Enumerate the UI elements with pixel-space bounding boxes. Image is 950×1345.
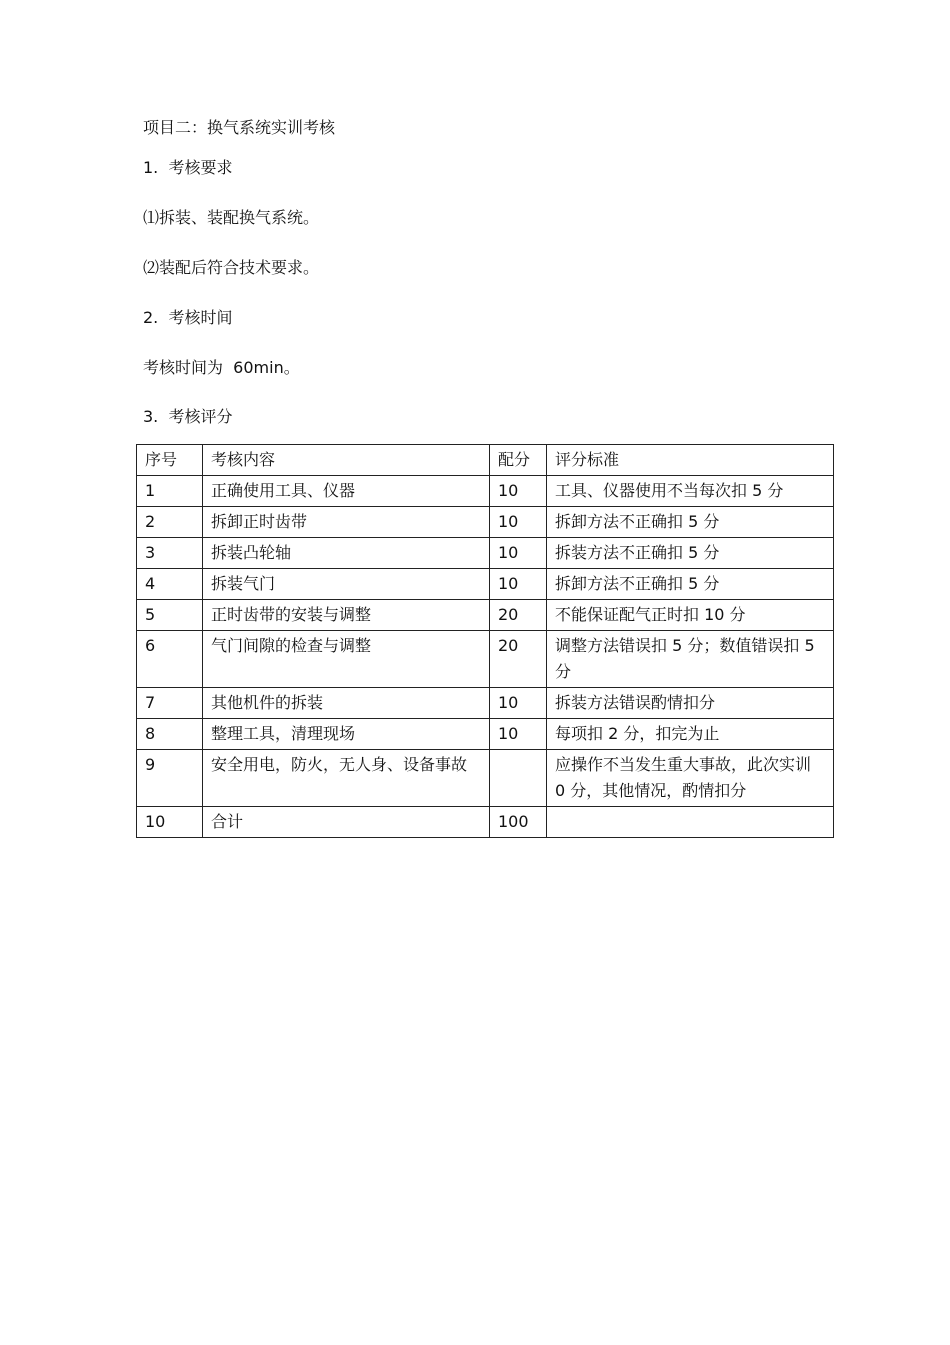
cell-content: 拆卸正时齿带	[203, 507, 490, 538]
cell-index: 3	[137, 538, 203, 569]
header-cell-index: 序号	[137, 445, 203, 476]
header-cell-criteria: 评分标准	[547, 445, 834, 476]
table-row	[137, 688, 834, 719]
cell-index: 4	[137, 569, 203, 600]
cell-points: 20	[490, 631, 547, 688]
table-row	[137, 538, 834, 569]
cell-points: 10	[490, 538, 547, 569]
cell-criteria: 应操作不当发生重大事故，此次实训 0 分，其他情况，酌情扣分	[547, 750, 834, 807]
page-title: 项目二：换气系统实训考核	[143, 118, 336, 137]
cell-index: 6	[137, 631, 203, 688]
section-heading-requirements: 1. 考核要求	[143, 158, 233, 177]
cell-index: 10	[137, 807, 203, 838]
table-row	[137, 569, 834, 600]
cell-content: 正确使用工具、仪器	[203, 476, 490, 507]
requirement-item: ⑴拆装、装配换气系统。	[143, 208, 320, 227]
cell-content: 拆装凸轮轴	[203, 538, 490, 569]
header-cell-points: 配分	[490, 445, 547, 476]
cell-criteria: 拆卸方法不正确扣 5 分	[547, 507, 834, 538]
cell-index: 1	[137, 476, 203, 507]
cell-index: 5	[137, 600, 203, 631]
cell-index: 7	[137, 688, 203, 719]
cell-criteria: 拆装方法错误酌情扣分	[547, 688, 834, 719]
cell-content: 安全用电，防火，无人身、设备事故	[203, 750, 490, 807]
cell-points: 10	[490, 507, 547, 538]
table-row	[137, 631, 834, 688]
table-row	[137, 750, 834, 807]
cell-content: 其他机件的拆装	[203, 688, 490, 719]
cell-points	[490, 750, 547, 807]
cell-points: 100	[490, 807, 547, 838]
cell-index: 9	[137, 750, 203, 807]
table-row-total	[137, 807, 834, 838]
cell-criteria: 调整方法错误扣 5 分；数值错误扣 5 分	[547, 631, 834, 688]
cell-content: 合计	[203, 807, 490, 838]
time-text: 考核时间为 60min。	[143, 358, 300, 377]
cell-criteria: 拆卸方法不正确扣 5 分	[547, 569, 834, 600]
cell-content: 正时齿带的安装与调整	[203, 600, 490, 631]
cell-points: 10	[490, 569, 547, 600]
cell-criteria: 不能保证配气正时扣 10 分	[547, 600, 834, 631]
cell-criteria: 每项扣 2 分，扣完为止	[547, 719, 834, 750]
requirement-item: ⑵装配后符合技术要求。	[143, 258, 320, 277]
cell-points: 10	[490, 476, 547, 507]
cell-content: 整理工具，清理现场	[203, 719, 490, 750]
cell-points: 10	[490, 719, 547, 750]
cell-content: 拆装气门	[203, 569, 490, 600]
table-row	[137, 476, 834, 507]
table-row	[137, 600, 834, 631]
cell-criteria: 拆装方法不正确扣 5 分	[547, 538, 834, 569]
scoring-table	[136, 444, 834, 838]
table-header-row	[137, 445, 834, 476]
table-row	[137, 719, 834, 750]
section-heading-time: 2. 考核时间	[143, 308, 233, 327]
cell-index: 8	[137, 719, 203, 750]
header-cell-content: 考核内容	[203, 445, 490, 476]
table-row	[137, 507, 834, 538]
cell-index: 2	[137, 507, 203, 538]
cell-points: 20	[490, 600, 547, 631]
cell-criteria: 工具、仪器使用不当每次扣 5 分	[547, 476, 834, 507]
cell-content: 气门间隙的检查与调整	[203, 631, 490, 688]
cell-points: 10	[490, 688, 547, 719]
section-heading-scoring: 3. 考核评分	[143, 407, 233, 426]
cell-criteria	[547, 807, 834, 838]
